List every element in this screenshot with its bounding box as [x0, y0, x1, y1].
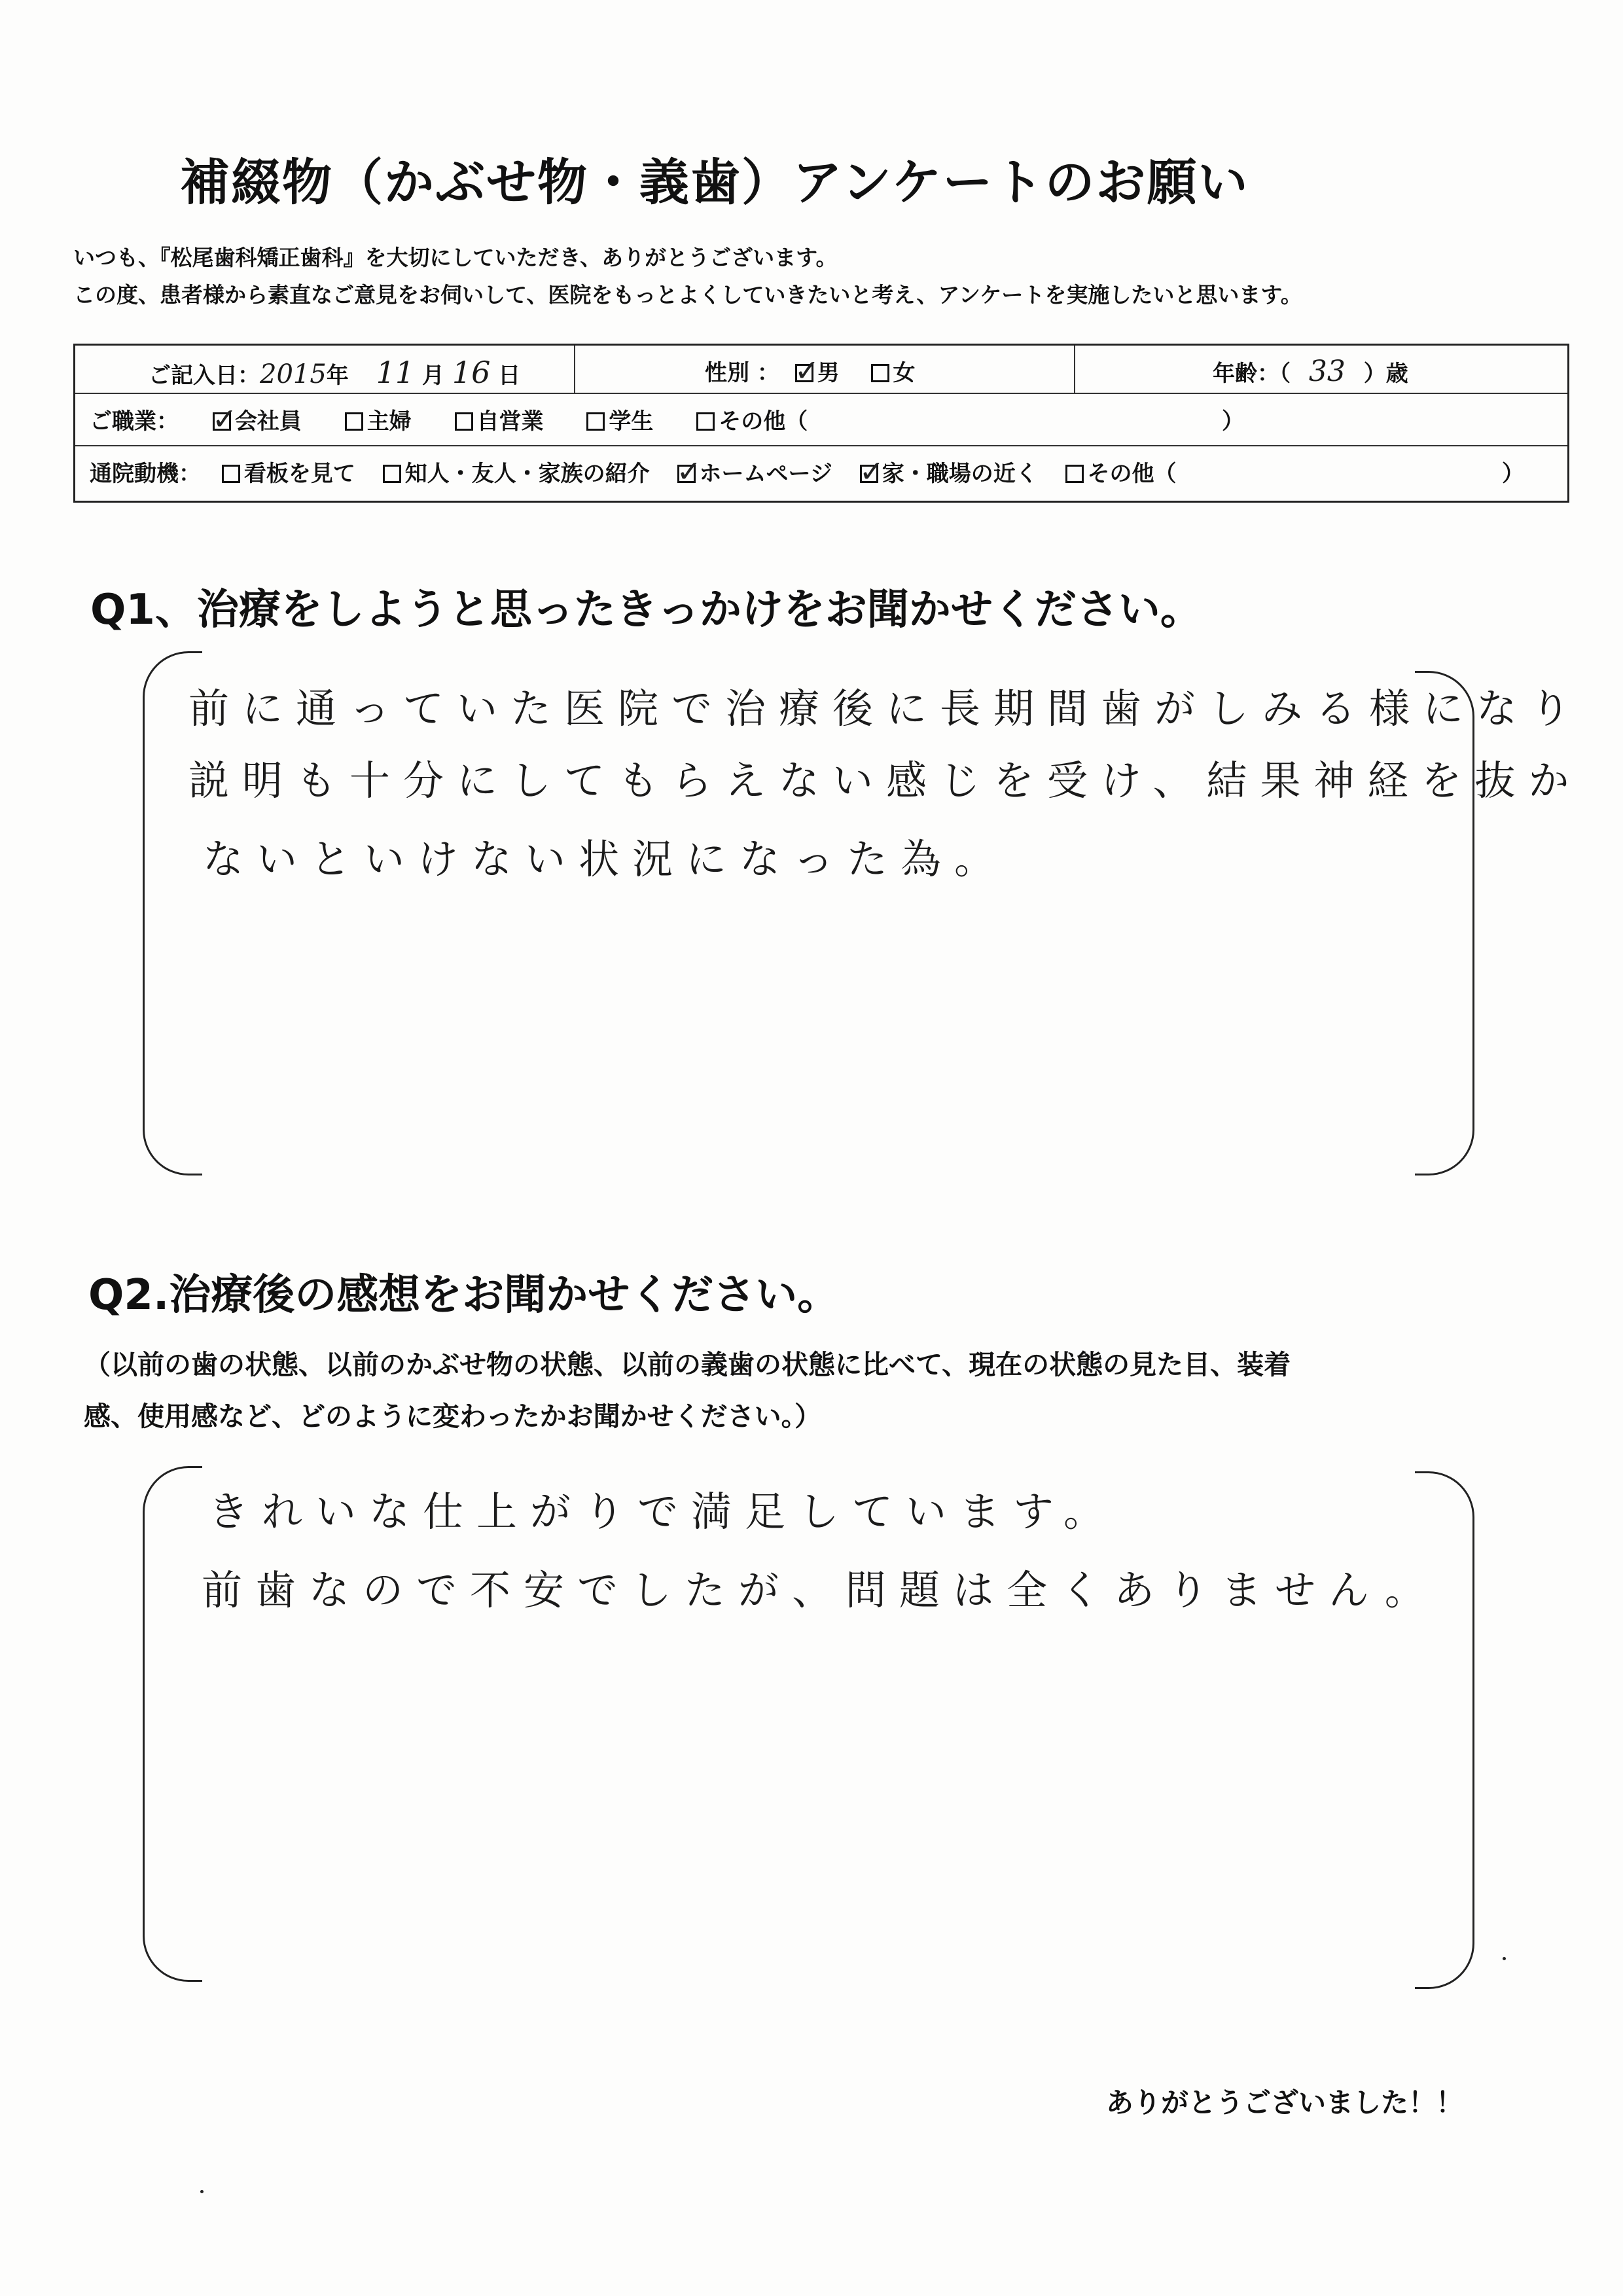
checkbox-checked-icon[interactable]: [211, 401, 238, 437]
q2-left-bracket: [143, 1466, 202, 1982]
patient-info-table: [73, 344, 1569, 503]
occupation-option-housewife[interactable]: 主婦: [345, 408, 412, 435]
month-unit: 月: [422, 363, 445, 389]
q2-answer-line-1: きれいな仕上がりで満足しています。: [208, 1488, 1118, 1535]
page-title: 補綴物（かぶせ物・義歯）アンケートのお願い: [180, 153, 1249, 211]
gender-field: [705, 355, 916, 387]
q1-right-bracket: [1415, 671, 1474, 1175]
intro-line-1: いつも、『松尾歯科矯正歯科』を大切にしていただき、ありがとうございます。: [73, 245, 838, 270]
checkbox-icon[interactable]: [455, 412, 473, 431]
checkbox-icon[interactable]: [383, 465, 401, 483]
check-mark-icon: ✓: [859, 454, 885, 489]
occupation-option-company[interactable]: ✓ 会社員: [211, 401, 302, 437]
date-label: ご記入日：: [149, 363, 260, 389]
date-day-value[interactable]: 16: [452, 355, 491, 390]
occupation-close: ）: [1222, 408, 1244, 435]
scan-speck: [200, 2190, 204, 2193]
table-col-divider: [574, 346, 575, 393]
motive-option-homepage[interactable]: ✓ ホームページ: [676, 454, 832, 489]
motive-label: 通院動機：: [90, 461, 201, 487]
intro-line-2: この度、患者様から素直なご意見をお伺いして、医院をもっとよくしていきたいと考え、アンケートを実施したいと思います。: [73, 282, 1302, 308]
q2-heading: Q2.治療後の感想をお聞かせください。: [88, 1271, 840, 1319]
checkbox-icon[interactable]: [222, 465, 240, 483]
q1-answer-box[interactable]: [143, 651, 1584, 1175]
checkbox-icon[interactable]: [871, 364, 889, 382]
checkbox-checked-icon[interactable]: [676, 454, 702, 489]
q2-right-bracket: [1415, 1471, 1474, 1989]
checkbox-checked-icon[interactable]: [794, 353, 820, 388]
motive-option-other[interactable]: その他（: [1065, 461, 1177, 487]
date-month-value[interactable]: 11: [376, 355, 415, 390]
q2-answer-box[interactable]: [143, 1466, 1474, 1990]
motive-option-referral[interactable]: 知人・友人・家族の紹介: [383, 461, 650, 487]
day-unit: 日: [498, 363, 521, 389]
date-field: [149, 355, 520, 390]
table-row-divider: [75, 445, 1567, 446]
age-suffix: ）歳: [1363, 361, 1408, 387]
q1-answer-line-2: 説明も十分にしてもらえない感じを受け、結果神経を抜か: [188, 757, 1582, 804]
occupation-option-self-employed[interactable]: 自営業: [455, 408, 544, 435]
closing-thanks: ありがとうございました！！: [1106, 2087, 1464, 2119]
occupation-option-student[interactable]: 学生: [586, 408, 653, 435]
age-label: 年齢：（: [1213, 361, 1291, 387]
checkbox-checked-icon[interactable]: [859, 454, 885, 489]
year-unit: 年: [326, 363, 349, 389]
table-row-divider: [75, 393, 1567, 394]
motive-option-near-home-work[interactable]: ✓ 家・職場の近く: [859, 454, 1038, 489]
age-value[interactable]: 33: [1308, 355, 1346, 388]
gender-label: 性別 ：: [705, 360, 779, 386]
checkbox-icon[interactable]: [696, 412, 715, 431]
q2-note-line-1: （以前の歯の状態、以前のかぶせ物の状態、以前の義歯の状態に比べて、現在の状態の見た目、装着: [84, 1349, 1291, 1380]
date-year-value[interactable]: 2015: [260, 359, 327, 389]
q2-answer-line-2: 前歯なので不安でしたが、問題は全くありません。: [202, 1566, 1438, 1614]
occupation-label: ご職業：: [90, 408, 179, 435]
q2-note-line-2: 感、使用感など、どのように変わったかお聞かせください。）: [84, 1401, 822, 1432]
checkbox-icon[interactable]: [1065, 465, 1084, 483]
scan-speck: [1503, 1957, 1506, 1960]
age-field: [1213, 355, 1408, 388]
checkbox-icon[interactable]: [586, 412, 605, 431]
q1-answer-line-3: ないといけない状況になった為。: [203, 835, 1008, 883]
table-col-divider: [1074, 346, 1075, 393]
check-mark-icon: ✓: [794, 353, 820, 388]
occupation-option-other[interactable]: その他（: [696, 408, 808, 435]
checkbox-icon[interactable]: [345, 412, 363, 431]
motive-close: ）: [1502, 461, 1524, 487]
check-mark-icon: ✓: [211, 401, 238, 437]
gender-option-male[interactable]: ✓ 男: [794, 353, 840, 388]
motive-option-signboard[interactable]: 看板を見て: [222, 461, 355, 487]
q1-heading: Q1、治療をしようと思ったきっかけをお聞かせください。: [90, 586, 1202, 634]
gender-option-female[interactable]: 女: [871, 360, 916, 386]
occupation-field: [90, 403, 808, 435]
check-mark-icon: ✓: [676, 454, 702, 489]
q1-answer-line-1: 前に通っていた医院で治療後に長期間歯がしみる様になり: [188, 685, 1584, 732]
motive-field: [90, 456, 1177, 488]
